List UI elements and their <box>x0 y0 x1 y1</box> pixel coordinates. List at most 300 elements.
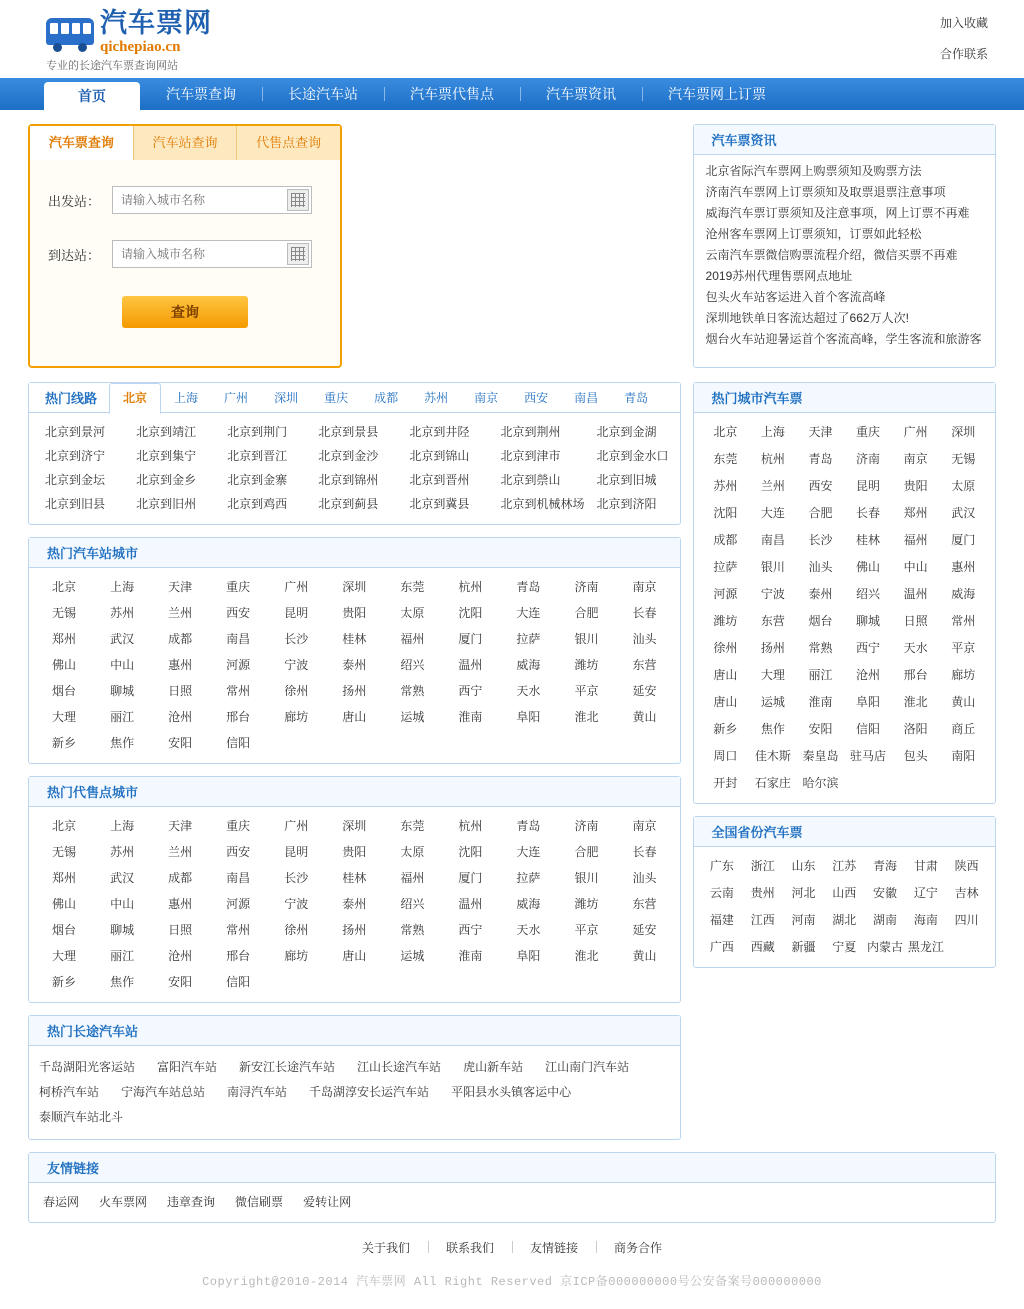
province-item[interactable]: 湖北 <box>832 913 857 927</box>
city-item[interactable]: 杭州 <box>760 452 785 466</box>
friend-link-item[interactable]: 违章查询 <box>167 1195 216 1209</box>
city-item[interactable]: 平京 <box>574 923 599 937</box>
city-item[interactable]: 兰州 <box>760 479 785 493</box>
province-item[interactable]: 安徽 <box>873 886 898 900</box>
route-item[interactable]: 北京到景县 <box>318 425 379 439</box>
city-item[interactable]: 信阳 <box>856 722 881 736</box>
city-item[interactable]: 沈阳 <box>713 506 738 520</box>
province-item[interactable]: 广西 <box>709 940 734 954</box>
city-item[interactable]: 唐山 <box>342 710 367 724</box>
city-item[interactable]: 苏州 <box>110 606 135 620</box>
to-input-wrap[interactable] <box>112 240 312 268</box>
city-item[interactable]: 泰州 <box>342 897 367 911</box>
province-item[interactable]: 陕西 <box>954 859 979 873</box>
city-item[interactable]: 周口 <box>713 749 738 763</box>
friend-link-item[interactable]: 春运网 <box>43 1195 80 1209</box>
city-item[interactable]: 汕头 <box>808 560 833 574</box>
province-item[interactable]: 河北 <box>791 886 816 900</box>
route-item[interactable]: 北京到禜山 <box>500 473 561 487</box>
route-item[interactable]: 北京到集宁 <box>136 449 197 463</box>
to-station-input[interactable] <box>113 241 279 267</box>
city-item[interactable]: 青岛 <box>516 819 541 833</box>
city-item[interactable]: 成都 <box>168 632 193 646</box>
from-station-input[interactable] <box>113 187 279 213</box>
city-item[interactable]: 唐山 <box>713 668 738 682</box>
city-item[interactable]: 淮北 <box>574 949 599 963</box>
route-item[interactable]: 北京到金沙 <box>318 449 379 463</box>
add-favorite-link[interactable]: 加入收藏 <box>939 16 988 30</box>
city-item[interactable]: 西宁 <box>856 641 881 655</box>
city-item[interactable]: 烟台 <box>52 684 77 698</box>
province-item[interactable]: 新疆 <box>791 940 816 954</box>
city-item[interactable]: 商丘 <box>951 722 976 736</box>
city-item[interactable]: 天水 <box>516 684 541 698</box>
city-item[interactable]: 焦作 <box>760 722 785 736</box>
city-item[interactable]: 太原 <box>400 606 425 620</box>
tab-agent-query[interactable]: 代售点查询 <box>237 126 340 160</box>
city-item[interactable]: 安阳 <box>168 736 193 750</box>
news-item[interactable]: 深圳地铁单日客流达超过了662万人次! <box>705 311 909 325</box>
city-item[interactable]: 延安 <box>632 923 657 937</box>
city-item[interactable]: 深圳 <box>342 819 367 833</box>
city-item[interactable]: 焦作 <box>110 975 135 989</box>
city-item[interactable]: 扬州 <box>342 684 367 698</box>
city-item[interactable]: 威海 <box>516 897 541 911</box>
city-item[interactable]: 佛山 <box>856 560 881 574</box>
city-item[interactable]: 驻马店 <box>850 749 887 763</box>
city-item[interactable]: 重庆 <box>226 580 251 594</box>
province-item[interactable]: 海南 <box>913 913 938 927</box>
city-item[interactable]: 天津 <box>808 425 833 439</box>
city-item[interactable]: 温州 <box>458 897 483 911</box>
province-item[interactable]: 江西 <box>750 913 775 927</box>
city-item[interactable]: 中山 <box>903 560 928 574</box>
city-item[interactable]: 沧州 <box>168 710 193 724</box>
route-item[interactable]: 北京到津市 <box>500 449 561 463</box>
news-item[interactable]: 包头火车站客运进入首个客流高峰 <box>705 290 886 304</box>
city-item[interactable]: 常熟 <box>400 684 425 698</box>
city-item[interactable]: 广州 <box>284 580 309 594</box>
city-item[interactable]: 唐山 <box>713 695 738 709</box>
city-item[interactable]: 苏州 <box>110 845 135 859</box>
city-item[interactable]: 东营 <box>760 614 785 628</box>
city-item[interactable]: 南昌 <box>226 632 251 646</box>
city-item[interactable]: 温州 <box>458 658 483 672</box>
city-item[interactable]: 潍坊 <box>713 614 738 628</box>
city-item[interactable]: 北京 <box>713 425 738 439</box>
city-item[interactable]: 无锡 <box>52 845 77 859</box>
route-item[interactable]: 北京到旧县 <box>45 497 106 511</box>
city-item[interactable]: 常州 <box>951 614 976 628</box>
city-item[interactable]: 上海 <box>760 425 785 439</box>
route-tab-nanchang[interactable]: 南昌 <box>574 390 599 405</box>
province-item[interactable]: 山东 <box>791 859 816 873</box>
city-item[interactable]: 昆明 <box>284 606 309 620</box>
city-item[interactable]: 邢台 <box>903 668 928 682</box>
city-item[interactable]: 大连 <box>516 845 541 859</box>
route-tab-chengdu[interactable]: 成都 <box>374 390 399 405</box>
route-item[interactable]: 北京到旧城 <box>596 473 657 487</box>
city-item[interactable]: 绍兴 <box>400 658 425 672</box>
city-item[interactable]: 河源 <box>226 897 251 911</box>
city-item[interactable]: 东莞 <box>400 819 425 833</box>
city-item[interactable]: 惠州 <box>168 897 193 911</box>
site-logo[interactable] <box>46 10 212 55</box>
province-item[interactable]: 江苏 <box>832 859 857 873</box>
city-item[interactable]: 泰州 <box>808 587 833 601</box>
province-item[interactable]: 甘肃 <box>913 859 938 873</box>
city-item[interactable]: 惠州 <box>951 560 976 574</box>
route-item[interactable]: 北京到济宁 <box>45 449 106 463</box>
station-item[interactable]: 平阳县水头镇客运中心 <box>451 1085 572 1099</box>
city-item[interactable]: 无锡 <box>951 452 976 466</box>
city-item[interactable]: 西安 <box>226 845 251 859</box>
province-item[interactable]: 湖南 <box>873 913 898 927</box>
city-item[interactable]: 重庆 <box>226 819 251 833</box>
city-item[interactable]: 廊坊 <box>951 668 976 682</box>
city-item[interactable]: 焦作 <box>110 736 135 750</box>
city-item[interactable]: 上海 <box>110 819 135 833</box>
city-item[interactable]: 沧州 <box>856 668 881 682</box>
city-item[interactable]: 汕头 <box>632 632 657 646</box>
city-item[interactable]: 石家庄 <box>754 776 791 790</box>
city-item[interactable]: 东营 <box>632 897 657 911</box>
footer-link-friendly[interactable]: 友情链接 <box>512 1239 596 1256</box>
nav-item-agent-point[interactable]: 汽车票代售点 <box>384 84 520 104</box>
city-item[interactable]: 运城 <box>400 710 425 724</box>
station-item[interactable]: 江山长途汽车站 <box>357 1060 442 1074</box>
city-item[interactable]: 淮南 <box>458 949 483 963</box>
city-item[interactable]: 常州 <box>226 923 251 937</box>
city-item[interactable]: 烟台 <box>808 614 833 628</box>
city-item[interactable]: 常州 <box>226 684 251 698</box>
tab-station-query[interactable]: 汽车站查询 <box>134 126 238 160</box>
city-item[interactable]: 中山 <box>110 658 135 672</box>
city-item[interactable]: 徐州 <box>713 641 738 655</box>
province-item[interactable]: 贵州 <box>750 886 775 900</box>
nav-item-news[interactable]: 汽车票资讯 <box>520 84 642 104</box>
city-item[interactable]: 平京 <box>574 684 599 698</box>
province-item[interactable]: 内蒙古 <box>867 940 904 954</box>
city-item[interactable]: 合肥 <box>574 845 599 859</box>
city-item[interactable]: 绍兴 <box>400 897 425 911</box>
station-item[interactable]: 富阳汽车站 <box>157 1060 218 1074</box>
route-tab-shenzhen[interactable]: 深圳 <box>274 390 299 405</box>
city-item[interactable]: 宁波 <box>760 587 785 601</box>
cooperation-link[interactable]: 合作联系 <box>939 47 988 61</box>
city-item[interactable]: 济南 <box>856 452 881 466</box>
route-item[interactable]: 北京到旧州 <box>136 497 197 511</box>
city-item[interactable]: 阜阳 <box>516 710 541 724</box>
city-item[interactable]: 大理 <box>760 668 785 682</box>
route-item[interactable]: 北京到金寨 <box>227 473 288 487</box>
city-item[interactable]: 武汉 <box>110 632 135 646</box>
station-item[interactable]: 新安江长途汽车站 <box>239 1060 336 1074</box>
news-item[interactable]: 威海汽车票订票须知及注意事项，网上订票不再难 <box>705 206 970 220</box>
city-item[interactable]: 威海 <box>951 587 976 601</box>
route-item[interactable]: 北京到锦山 <box>409 449 470 463</box>
city-item[interactable]: 洛阳 <box>903 722 928 736</box>
city-item[interactable]: 银川 <box>574 632 599 646</box>
city-item[interactable]: 信阳 <box>226 975 251 989</box>
route-item[interactable]: 北京到蓟县 <box>318 497 379 511</box>
province-item[interactable]: 黑龙江 <box>907 940 944 954</box>
city-item[interactable]: 广州 <box>284 819 309 833</box>
city-item[interactable]: 哈尔滨 <box>802 776 839 790</box>
city-item[interactable]: 聊城 <box>110 923 135 937</box>
city-item[interactable]: 邢台 <box>226 710 251 724</box>
city-item[interactable]: 长春 <box>856 506 881 520</box>
city-item[interactable]: 太原 <box>951 479 976 493</box>
city-item[interactable]: 济南 <box>574 819 599 833</box>
city-item[interactable]: 兰州 <box>168 606 193 620</box>
footer-link-business[interactable]: 商务合作 <box>596 1239 680 1256</box>
city-item[interactable]: 贵阳 <box>342 845 367 859</box>
city-item[interactable]: 黄山 <box>632 949 657 963</box>
city-item[interactable]: 秦皇岛 <box>802 749 839 763</box>
city-item[interactable]: 广州 <box>903 425 928 439</box>
city-item[interactable]: 聊城 <box>856 614 881 628</box>
city-item[interactable]: 桂林 <box>342 632 367 646</box>
route-item[interactable]: 北京到荆州 <box>500 425 561 439</box>
city-item[interactable]: 大理 <box>52 949 77 963</box>
city-item[interactable]: 贵阳 <box>903 479 928 493</box>
route-item[interactable]: 北京到鸡西 <box>227 497 288 511</box>
city-item[interactable]: 运城 <box>760 695 785 709</box>
city-item[interactable]: 安阳 <box>168 975 193 989</box>
city-item[interactable]: 黄山 <box>951 695 976 709</box>
news-item[interactable]: 2019苏州代理售票网点地址 <box>705 269 853 283</box>
city-item[interactable]: 佛山 <box>52 658 77 672</box>
city-item[interactable]: 淮北 <box>574 710 599 724</box>
news-item[interactable]: 烟台火车站迎暑运首个客流高峰，学生客流和旅游客 <box>705 332 982 346</box>
route-item[interactable]: 北京到晋州 <box>409 473 470 487</box>
route-item[interactable]: 北京到景河 <box>45 425 106 439</box>
city-item[interactable]: 福州 <box>400 871 425 885</box>
city-item[interactable]: 安阳 <box>808 722 833 736</box>
city-item[interactable]: 长沙 <box>284 632 309 646</box>
city-item[interactable]: 长沙 <box>284 871 309 885</box>
city-item[interactable]: 郑州 <box>903 506 928 520</box>
route-tab-qingdao[interactable]: 青岛 <box>624 390 649 405</box>
city-item[interactable]: 烟台 <box>52 923 77 937</box>
province-item[interactable]: 云南 <box>709 886 734 900</box>
city-item[interactable]: 拉萨 <box>713 560 738 574</box>
city-item[interactable]: 东莞 <box>713 452 738 466</box>
province-item[interactable]: 山西 <box>832 886 857 900</box>
city-item[interactable]: 大理 <box>52 710 77 724</box>
city-item[interactable]: 昆明 <box>856 479 881 493</box>
route-item[interactable]: 北京到冀县 <box>409 497 470 511</box>
route-tab-guangzhou[interactable]: 广州 <box>224 390 249 405</box>
city-item[interactable]: 信阳 <box>226 736 251 750</box>
city-item[interactable]: 成都 <box>713 533 738 547</box>
city-item[interactable]: 丽江 <box>808 668 833 682</box>
city-item[interactable]: 厦门 <box>458 632 483 646</box>
city-item[interactable]: 宁波 <box>284 658 309 672</box>
city-item[interactable]: 济南 <box>574 580 599 594</box>
province-item[interactable]: 辽宁 <box>913 886 938 900</box>
city-item[interactable]: 徐州 <box>284 923 309 937</box>
city-item[interactable]: 惠州 <box>168 658 193 672</box>
city-item[interactable]: 太原 <box>400 845 425 859</box>
city-item[interactable]: 汕头 <box>632 871 657 885</box>
city-item[interactable]: 西安 <box>808 479 833 493</box>
city-item[interactable]: 合肥 <box>574 606 599 620</box>
city-item[interactable]: 成都 <box>168 871 193 885</box>
nav-item-ticket-query[interactable]: 汽车票查询 <box>166 86 236 102</box>
province-item[interactable]: 福建 <box>709 913 734 927</box>
city-item[interactable]: 中山 <box>110 897 135 911</box>
city-item[interactable]: 淮南 <box>808 695 833 709</box>
city-item[interactable]: 福州 <box>903 533 928 547</box>
station-item[interactable]: 宁海汽车站总站 <box>121 1085 206 1099</box>
route-tab-nanjing[interactable]: 南京 <box>474 390 499 405</box>
news-item[interactable]: 济南汽车票网上订票须知及取票退票注意事项 <box>705 185 946 199</box>
city-item[interactable]: 扬州 <box>760 641 785 655</box>
city-item[interactable]: 邢台 <box>226 949 251 963</box>
city-item[interactable]: 廊坊 <box>284 710 309 724</box>
city-item[interactable]: 淮北 <box>903 695 928 709</box>
city-item[interactable]: 聊城 <box>110 684 135 698</box>
route-tab-shanghai[interactable]: 上海 <box>174 390 199 405</box>
city-item[interactable]: 南京 <box>632 580 657 594</box>
city-item[interactable]: 南阳 <box>951 749 976 763</box>
city-item[interactable]: 运城 <box>400 949 425 963</box>
city-item[interactable]: 宁波 <box>284 897 309 911</box>
city-item[interactable]: 大连 <box>760 506 785 520</box>
search-submit-button[interactable]: 查询 <box>122 296 248 328</box>
province-item[interactable]: 青海 <box>873 859 898 873</box>
city-item[interactable]: 东营 <box>632 658 657 672</box>
city-item[interactable]: 无锡 <box>52 606 77 620</box>
city-item[interactable]: 日照 <box>168 923 193 937</box>
route-item[interactable]: 北京到晋江 <box>227 449 288 463</box>
city-item[interactable]: 深圳 <box>342 580 367 594</box>
station-item[interactable]: 千岛湖阳光客运站 <box>39 1060 136 1074</box>
city-item[interactable]: 阜阳 <box>516 949 541 963</box>
city-item[interactable]: 厦门 <box>951 533 976 547</box>
city-item[interactable]: 泰州 <box>342 658 367 672</box>
city-item[interactable]: 重庆 <box>856 425 881 439</box>
route-item[interactable]: 北京到金坛 <box>45 473 106 487</box>
nav-item-bus-station[interactable]: 长途汽车站 <box>262 84 384 104</box>
friend-link-item[interactable]: 微信刷票 <box>235 1195 284 1209</box>
route-item[interactable]: 北京到金湖 <box>596 425 657 439</box>
route-item[interactable]: 北京到金水口 <box>596 449 669 463</box>
city-item[interactable]: 河源 <box>226 658 251 672</box>
station-item[interactable]: 江山南门汽车站 <box>545 1060 630 1074</box>
province-item[interactable]: 四川 <box>954 913 979 927</box>
city-item[interactable]: 丽江 <box>110 949 135 963</box>
news-item[interactable]: 北京省际汽车票网上购票须知及购票方法 <box>705 164 922 178</box>
city-item[interactable]: 沧州 <box>168 949 193 963</box>
station-item[interactable]: 虎山新车站 <box>463 1060 524 1074</box>
city-item[interactable]: 廊坊 <box>284 949 309 963</box>
city-item[interactable]: 长沙 <box>808 533 833 547</box>
city-item[interactable]: 上海 <box>110 580 135 594</box>
province-item[interactable]: 河南 <box>791 913 816 927</box>
city-item[interactable]: 佳木斯 <box>754 749 791 763</box>
city-item[interactable]: 包头 <box>903 749 928 763</box>
city-item[interactable]: 绍兴 <box>856 587 881 601</box>
city-item[interactable]: 南昌 <box>760 533 785 547</box>
route-item[interactable]: 北京到井陉 <box>409 425 470 439</box>
city-item[interactable]: 长春 <box>632 845 657 859</box>
news-item[interactable]: 云南汽车票微信购票流程介绍，微信买票不再难 <box>705 248 958 262</box>
city-item[interactable]: 桂林 <box>856 533 881 547</box>
station-item[interactable]: 柯桥汽车站 <box>39 1085 100 1099</box>
province-item[interactable]: 西藏 <box>750 940 775 954</box>
province-item[interactable]: 浙江 <box>750 859 775 873</box>
city-item[interactable]: 郑州 <box>52 632 77 646</box>
city-item[interactable]: 阜阳 <box>856 695 881 709</box>
route-item[interactable]: 北京到机械林场 <box>500 497 585 511</box>
station-item[interactable]: 千岛湖淳安长运汽车站 <box>309 1085 430 1099</box>
route-item[interactable]: 北京到荆门 <box>227 425 288 439</box>
city-item[interactable]: 桂林 <box>342 871 367 885</box>
city-item[interactable]: 福州 <box>400 632 425 646</box>
city-item[interactable]: 大连 <box>516 606 541 620</box>
station-item[interactable]: 南浔汽车站 <box>227 1085 288 1099</box>
city-picker-icon[interactable] <box>287 189 309 211</box>
city-item[interactable]: 常熟 <box>808 641 833 655</box>
city-item[interactable]: 青岛 <box>516 580 541 594</box>
city-item[interactable]: 沈阳 <box>458 845 483 859</box>
footer-link-about[interactable]: 关于我们 <box>361 1241 410 1255</box>
city-item[interactable]: 贵阳 <box>342 606 367 620</box>
city-item[interactable]: 沈阳 <box>458 606 483 620</box>
city-item[interactable]: 南京 <box>903 452 928 466</box>
city-item[interactable]: 银川 <box>760 560 785 574</box>
city-item[interactable]: 常熟 <box>400 923 425 937</box>
news-item[interactable]: 沧州客车票网上订票须知，订票如此轻松 <box>705 227 922 241</box>
city-item[interactable]: 东莞 <box>400 580 425 594</box>
city-item[interactable]: 新乡 <box>52 975 77 989</box>
route-item[interactable]: 北京到靖江 <box>136 425 197 439</box>
city-item[interactable]: 合肥 <box>808 506 833 520</box>
city-item[interactable]: 银川 <box>574 871 599 885</box>
tab-ticket-query[interactable]: 汽车票查询 <box>30 126 134 160</box>
city-item[interactable]: 丽江 <box>110 710 135 724</box>
city-item[interactable]: 武汉 <box>951 506 976 520</box>
city-item[interactable]: 杭州 <box>458 819 483 833</box>
city-item[interactable]: 天水 <box>903 641 928 655</box>
city-item[interactable]: 日照 <box>168 684 193 698</box>
city-item[interactable]: 兰州 <box>168 845 193 859</box>
city-item[interactable]: 北京 <box>52 580 77 594</box>
city-item[interactable]: 长春 <box>632 606 657 620</box>
city-item[interactable]: 西宁 <box>458 684 483 698</box>
city-item[interactable]: 潍坊 <box>574 897 599 911</box>
city-item[interactable]: 潍坊 <box>574 658 599 672</box>
nav-item-home[interactable]: 首页 <box>44 82 140 110</box>
city-item[interactable]: 拉萨 <box>516 871 541 885</box>
city-item[interactable]: 杭州 <box>458 580 483 594</box>
city-item[interactable]: 北京 <box>52 819 77 833</box>
city-item[interactable]: 新乡 <box>52 736 77 750</box>
friend-link-item[interactable]: 火车票网 <box>99 1195 148 1209</box>
city-picker-icon[interactable] <box>287 243 309 265</box>
from-input-wrap[interactable] <box>112 186 312 214</box>
footer-link-contact[interactable]: 联系我们 <box>428 1239 512 1256</box>
city-item[interactable]: 温州 <box>903 587 928 601</box>
route-tab-xian[interactable]: 西安 <box>524 390 549 405</box>
city-item[interactable]: 扬州 <box>342 923 367 937</box>
city-item[interactable]: 厦门 <box>458 871 483 885</box>
city-item[interactable]: 郑州 <box>52 871 77 885</box>
city-item[interactable]: 青岛 <box>808 452 833 466</box>
